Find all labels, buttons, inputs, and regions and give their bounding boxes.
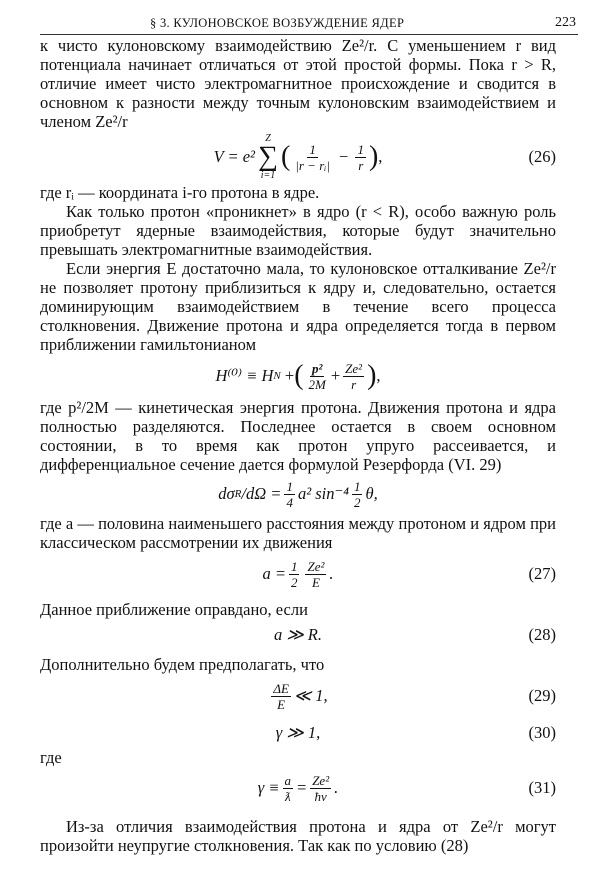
equation-30: γ ≫ 1, (30) [275, 723, 556, 742]
page-number: 223 [555, 15, 576, 30]
fraction: $\frac{1}{2}$ [290, 558, 298, 590]
page-body [40, 36, 556, 855]
running-header [40, 14, 578, 35]
equation-number: (31) [528, 778, 556, 797]
paragraph: Как только протон «проникнет» в ядро (r < R), особо важную роль приобретут ядерные взаимодействия, которые будут значительно превышать электромагнитные взаимодействия. [40, 202, 556, 259]
paragraph: Из-за отличия взаимодействия протона и ядра от Ze²/r могут произойти неупругие столкновения. Так как по условию (28) [40, 817, 556, 855]
paragraph: где a — половина наименьшего расстояния между протоном и ядром при классическом рассмотрении их движения [40, 514, 556, 552]
fraction: $\frac{\text{Ze²}}{ħv}$ [312, 772, 330, 804]
fraction: $\frac{1}{r}$ [357, 141, 364, 173]
equation-31: γ ≡ $\frac{a}{ƛ}$ = $\frac{\text{Ze²}}{ħv}$ . (31) [257, 772, 556, 804]
equation-number: (29) [528, 686, 556, 705]
equation-number: (27) [528, 564, 556, 583]
equation-rutherford: dσ R /dΩ = $\frac{1}{4}$ a² sin⁻⁴ $\frac{1}{2}$ θ, [218, 478, 378, 510]
section-title: § 3. КУЛОНОВСКОЕ ВОЗБУЖДЕНИЕ ЯДЕР [150, 16, 405, 30]
fraction: $\frac{\text{Ze²}}{r}$ [345, 360, 363, 392]
fraction: $\frac{1}{2}$ [353, 478, 361, 510]
paragraph: где [40, 748, 62, 767]
paragraph: где rᵢ — координата i-го протона в ядре. [40, 183, 320, 202]
equation-29: $\frac{\Delta E}{E}$ ≪ 1, (29) [273, 680, 556, 712]
fraction: $\frac{\text{p²}}{2M}$ [308, 360, 326, 392]
paragraph: Данное приближение оправдано, если [40, 600, 308, 619]
equation-26: V = e² Z ∑ i=1 ( $\frac{1}{\text{|r − rᵢ|}}$ − $\frac{1}{r}$ ) , (26) [213, 133, 556, 181]
fraction: $\frac{\Delta E}{E}$ [273, 680, 289, 712]
equation-28: a ≫ R. (28) [274, 625, 556, 644]
equation-hamiltonian: H⁽⁰⁾ ≡ H N + ( $\frac{\text{p²}}{2M}$ + $\frac{\text{Ze²}}{r}$ ) , [215, 360, 381, 392]
equation-number: (30) [528, 723, 556, 742]
summation-sign: Z ∑ i=1 [258, 133, 278, 181]
fraction: $\frac{1}{4}$ [286, 478, 293, 510]
equation-number: (26) [528, 147, 556, 166]
paragraph: Если энергия E достаточно мала, то кулоновское отталкивание Ze²/r не позволяет протону приблизиться к ядру и, следовательно, остается доминирующим взаимодействием в течение всего процесса столкновения. Движение протона и ядра определяется тогда в первом приближении гамильтонианом [40, 259, 556, 354]
equation-number: (28) [528, 625, 556, 644]
paragraph: к чисто кулоновскому взаимодействию Ze²/r. С уменьшением r вид потенциала начинает отличаться от этой простой формы. Пока r > R, отличие имеет чисто электромагнитное происхождение и сводится в основном к разности между точным кулоновским взаимодействием и членом Ze²/r [40, 36, 556, 131]
paragraph: где p²/2M — кинетическая энергия протона. Движения протона и ядра полностью разделяются. Последнее остается в своем основном состоянии, в то время как протон упруго рассеивается, и дифференциальное сечение дается формулой Резерфорда (VI. 29) [40, 398, 556, 474]
eq26-lhs: V = e² [213, 147, 255, 166]
fraction: $\frac{\text{Ze²}}{E}$ [307, 558, 325, 590]
paragraph: Дополнительно будем предполагать, что [40, 655, 325, 674]
fraction: $\frac{1}{\text{|r − rᵢ|}}$ [295, 141, 330, 173]
equation-27: a = $\frac{1}{2}$ $\frac{\text{Ze²}}{E}$ . (27) [262, 558, 556, 590]
fraction: $\frac{a}{ƛ}$ [284, 772, 292, 804]
